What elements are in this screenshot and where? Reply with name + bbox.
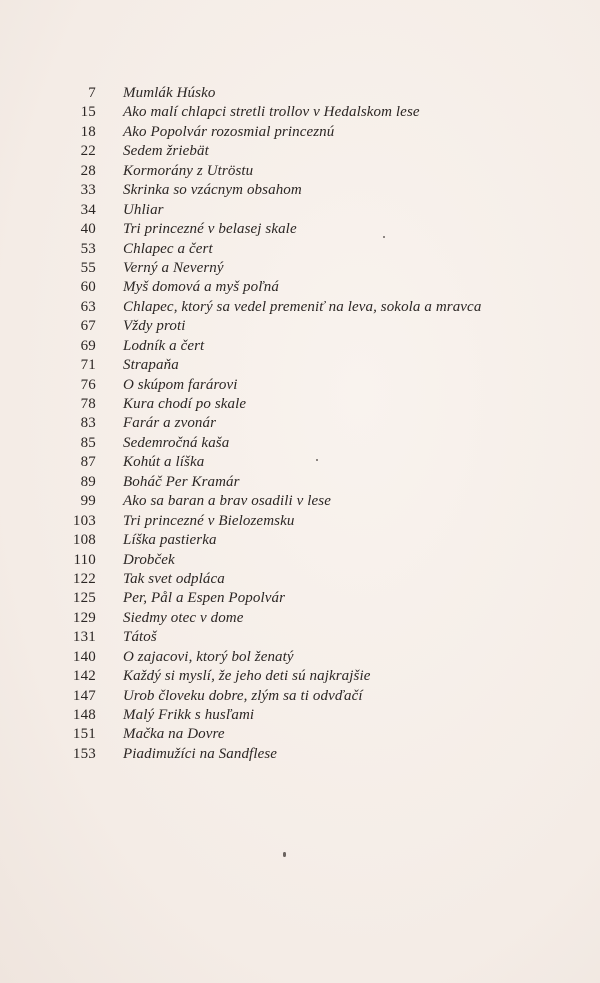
toc-page-number: 87: [80, 454, 96, 471]
toc-entry: [70, 201, 570, 220]
toc-title: O zajacovi, ktorý bol ženatý: [123, 648, 294, 665]
toc-entry: [70, 609, 570, 628]
toc-page-number: 40: [80, 221, 96, 238]
toc-title: Kohút a líška: [123, 454, 205, 471]
toc-title: Piadimužíci na Sandflese: [123, 745, 278, 762]
toc-title: Uhliar: [123, 201, 164, 218]
toc-title: Tri princezné v Bielozemsku: [123, 512, 295, 529]
toc-entry: [70, 570, 570, 589]
toc-entry: [70, 725, 570, 744]
toc-page-number: 142: [72, 668, 96, 685]
toc-entry: [70, 103, 570, 122]
toc-page-number: 76: [80, 376, 96, 393]
toc-entry: [70, 337, 570, 356]
toc-entry: [70, 414, 570, 433]
toc-title: Chlapec, ktorý sa vedel premeniť na leva, sokola a mravca: [123, 298, 482, 315]
toc-title: Lodník a čert: [123, 337, 205, 354]
toc-page-number: 22: [80, 143, 96, 160]
toc-title: Malý Frikk s husľami: [123, 707, 255, 723]
toc-page-number: 148: [72, 707, 96, 723]
toc-entry: [70, 648, 570, 667]
table-of-contents: [70, 84, 570, 764]
ink-speck: [383, 236, 385, 238]
toc-page-number: 125: [72, 590, 96, 607]
toc-entry: [70, 687, 570, 706]
toc-page-number: 89: [80, 473, 96, 490]
toc-page-number: 151: [72, 726, 96, 743]
toc-page-number: 83: [80, 415, 96, 432]
toc-title: Vždy proti: [123, 318, 186, 335]
toc-page-number: 147: [72, 687, 96, 704]
toc-entry: [70, 220, 570, 239]
toc-page-number: 103: [72, 512, 96, 529]
toc-entry: [70, 142, 570, 161]
toc-page-number: 131: [72, 629, 96, 646]
toc-entry: [70, 162, 570, 181]
toc-title: Strapaňa: [123, 357, 179, 374]
toc-title: Každý si myslí, že jeho deti sú najkrajšie: [123, 668, 371, 685]
toc-page-number: 129: [72, 609, 96, 626]
toc-title: Siedmy otec v dome: [123, 609, 244, 626]
toc-title: Per, Pål a Espen Popolvár: [123, 590, 286, 607]
toc-page-number: 60: [80, 279, 96, 296]
toc-page-number: 15: [80, 104, 96, 121]
toc-page-number: 67: [80, 318, 96, 335]
toc-entry: [70, 453, 570, 472]
toc-entry: [70, 259, 570, 278]
toc-entry: [70, 395, 570, 414]
toc-page-number: 34: [80, 201, 96, 218]
toc-entry: [70, 181, 570, 200]
toc-entry: [70, 298, 570, 317]
toc-page-number: 122: [72, 570, 96, 587]
toc-title: Kormorány z Utröstu: [123, 162, 254, 179]
toc-title: Tri princezné v belasej skale: [123, 221, 297, 238]
toc-entry: [70, 317, 570, 336]
toc-title: Boháč Per Kramár: [123, 473, 240, 490]
toc-title: Urob človeku dobre, zlým sa ti odvďačí: [123, 687, 363, 704]
toc-page-number: 28: [80, 162, 96, 179]
toc-title: Ako malí chlapci stretli trollov v Hedalskom lese: [123, 104, 420, 121]
toc-title: Verný a Neverný: [123, 259, 224, 276]
toc-title: Drobček: [123, 551, 175, 568]
toc-title: Líška pastierka: [123, 532, 217, 549]
toc-page-number: 99: [80, 493, 96, 510]
toc-entry: [70, 356, 570, 375]
toc-page-number: 71: [80, 357, 96, 374]
toc-entry: [70, 551, 570, 570]
toc-page-number: 108: [72, 532, 96, 549]
toc-page-number: 55: [80, 259, 96, 276]
toc-page-number: 33: [80, 182, 96, 199]
toc-title: O skúpom farárovi: [123, 376, 238, 393]
toc-title: Kura chodí po skale: [123, 396, 247, 412]
toc-entry: [70, 531, 570, 550]
toc-entry: [70, 473, 570, 492]
toc-page-number: 63: [80, 298, 96, 315]
toc-page-number: 140: [72, 648, 96, 665]
toc-title: Sedem žriebät: [123, 143, 209, 160]
toc-title: Tak svet odpláca: [123, 570, 225, 587]
toc-title: Mumlák Húsko: [123, 85, 216, 101]
toc-title: Ako sa baran a brav osadili v lese: [123, 493, 331, 510]
toc-title: Tátoš: [123, 629, 157, 646]
toc-entry: [70, 512, 570, 531]
toc-entry: [70, 123, 570, 142]
toc-entry: [70, 240, 570, 259]
toc-page-number: 78: [80, 396, 96, 412]
toc-entry: [70, 667, 570, 686]
toc-title: Myš domová a myš poľná: [123, 279, 279, 296]
toc-page-number: 18: [80, 123, 96, 140]
toc-title: Mačka na Dovre: [123, 726, 225, 743]
toc-entry: [70, 84, 570, 103]
toc-entry: [70, 589, 570, 608]
toc-title: Chlapec a čert: [123, 240, 213, 257]
toc-entry: [70, 628, 570, 647]
toc-entry: [70, 278, 570, 297]
toc-title: Sedemročná kaša: [123, 434, 230, 451]
toc-entry: [70, 745, 570, 764]
toc-title: Skrinka so vzácnym obsahom: [123, 182, 302, 199]
toc-page-number: 69: [80, 337, 96, 354]
toc-page-number: 7: [88, 85, 96, 101]
toc-page-number: 153: [72, 745, 96, 762]
ink-speck: [283, 852, 286, 857]
toc-entry: [70, 492, 570, 511]
toc-page-number: 85: [80, 434, 96, 451]
toc-entry: [70, 376, 570, 395]
toc-entry: [70, 434, 570, 453]
toc-title: Farár a zvonár: [123, 415, 217, 432]
toc-page-number: 110: [73, 551, 96, 568]
toc-page-number: 53: [80, 240, 96, 257]
ink-speck: [316, 459, 318, 461]
toc-entry: [70, 706, 570, 725]
toc-title: Ako Popolvár rozosmial princeznú: [123, 123, 335, 140]
